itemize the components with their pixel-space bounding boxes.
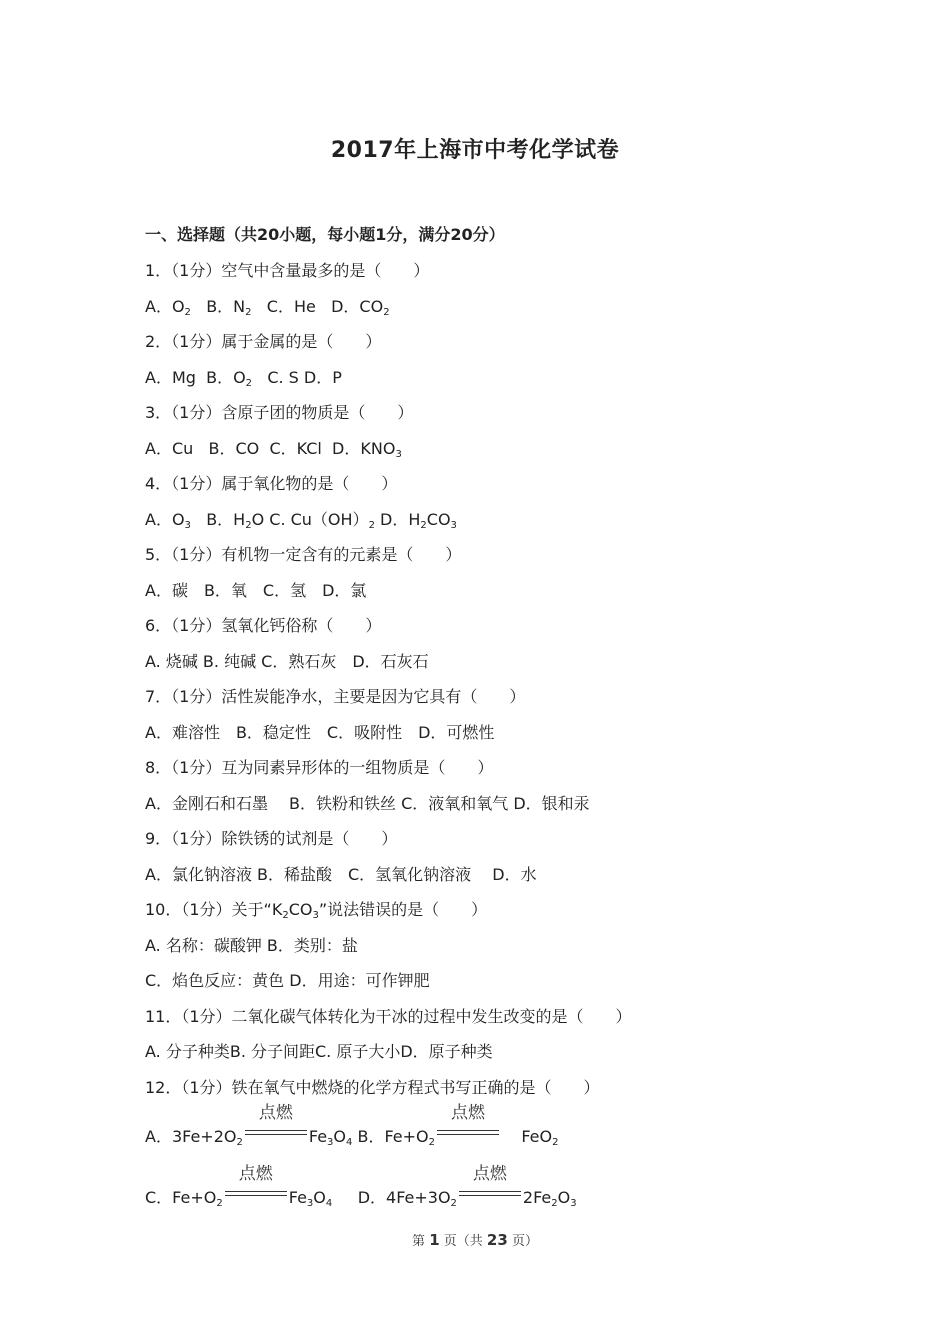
reaction-arrow: 点燃 (243, 1124, 309, 1144)
question-8-options: A．金刚石和石墨 B．铁粉和铁丝 C．液氧和氧气 D．银和汞 (145, 794, 590, 813)
question-10-options-cd: C．焰色反应：黄色 D．用途：可作钾肥 (145, 971, 430, 990)
option-d: D．$4Fe+3O_2$ 点燃 $2Fe_2O_3$ (357, 1164, 577, 1209)
page-footer: 第 1 页（共 23 页） (412, 1231, 538, 1249)
question-5: 5．（1分）有机物一定含有的元素是（ ） (145, 545, 462, 564)
option-b: B．$Fe+O_2$ 点燃 FeO$_2$ (357, 1103, 559, 1148)
question-4-options: A．$O_3$ B．$H_2O$ C. $Cu(OH)_2$ D．$H_2CO_3$ (145, 510, 457, 531)
question-5-options: A．碳 B．氧 C．氢 D．氯 (145, 581, 367, 600)
option-a: A．$3Fe+2O_2$ 点燃 $Fe_3O_4$ (145, 1103, 353, 1148)
question-10-options-ab: A. 名称：碳酸钾 B．类别：盐 (145, 936, 358, 955)
question-3-options: A．Cu B．CO C．KCl D．$KNO_3$ (145, 439, 402, 460)
question-2: 2．（1分）属于金属的是（ ） (145, 332, 382, 351)
question-1-options: A．$O_2$ B．$N_2$ C．He D．$CO_2$ (145, 297, 390, 318)
question-9-options: A．氯化钠溶液 B．稀盐酸 C．氢氧化钠溶液 D．水 (145, 865, 537, 884)
question-6-options: A. 烧碱 B. 纯碱 C．熟石灰 D．石灰石 (145, 652, 429, 671)
question-12-options-ab (145, 1103, 559, 1148)
question-12: 12．（1分）铁在氧气中燃烧的化学方程式书写正确的是（ ） (145, 1078, 600, 1097)
question-11-options: A. 分子种类B. 分子间距C. 原子大小D．原子种类 (145, 1042, 493, 1061)
question-8: 8．（1分）互为同素异形体的一组物质是（ ） (145, 758, 494, 777)
reaction-arrow: 点燃 (223, 1185, 289, 1205)
reaction-arrow: 点燃 (457, 1185, 523, 1205)
question-12-options-cd (145, 1164, 577, 1209)
page-title: 2017年上海市中考化学试卷 (330, 138, 620, 163)
question-7-options: A．难溶性 B．稳定性 C．吸附性 D．可燃性 (145, 723, 495, 742)
question-10: 10．（1分）关于“$K_2CO_3$”说法错误的是（ ） (145, 900, 488, 921)
question-7: 7．（1分）活性炭能净水，主要是因为它具有（ ） (145, 687, 526, 706)
option-c: C．$Fe+O_2$ 点燃 $Fe_3O_4$ (145, 1164, 333, 1209)
question-9: 9．（1分）除铁锈的试剂是（ ） (145, 829, 398, 848)
question-1: 1．（1分）空气中含量最多的是（ ） (145, 261, 430, 280)
question-6: 6．（1分）氢氧化钙俗称（ ） (145, 616, 382, 635)
question-3: 3．（1分）含原子团的物质是（ ） (145, 403, 414, 422)
section-heading: 一、选择题（共20小题，每小题1分，满分20分） (145, 225, 505, 244)
question-2-options: A．Mg B．$O_2$ C. S D．P (145, 368, 342, 389)
question-4: 4．（1分）属于氧化物的是（ ） (145, 474, 398, 493)
reaction-arrow: 点燃 (435, 1124, 501, 1144)
question-11: 11．（1分）二氧化碳气体转化为干冰的过程中发生改变的是（ ） (145, 1007, 632, 1026)
